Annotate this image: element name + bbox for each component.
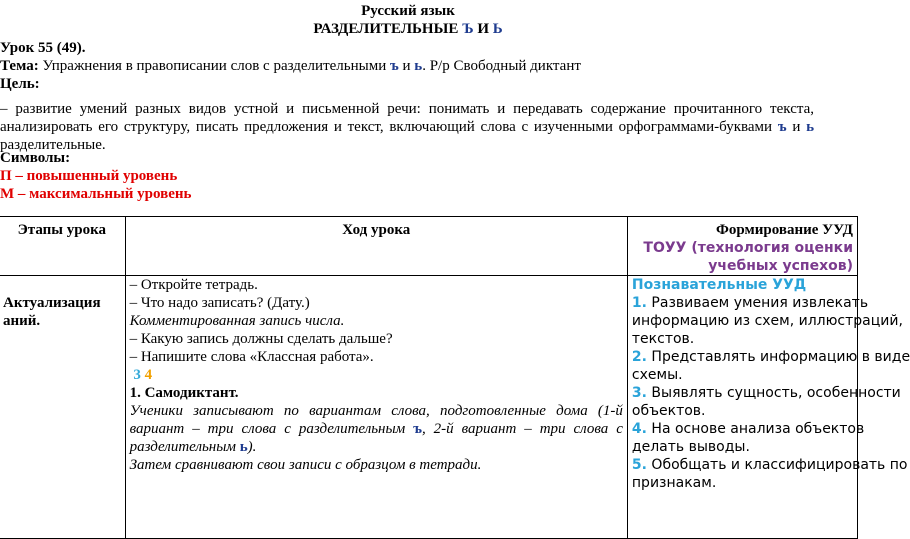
- symbols-label: Символы:: [0, 150, 71, 166]
- uud-number: 4.: [631, 421, 647, 437]
- table-row: [0, 276, 858, 539]
- progress-line-2: – Что надо записать? (Дату.): [129, 295, 310, 311]
- progress-line-5: – Напишите слова «Классная работа».: [129, 349, 374, 365]
- hard-sign-letter: Ъ: [462, 21, 474, 37]
- uud-number: 2.: [631, 349, 647, 365]
- uud-number: 3.: [631, 385, 647, 401]
- uud-list: [631, 294, 910, 492]
- uud-line: [631, 456, 908, 474]
- progress-line-4: – Какую запись должны сделать дальше?: [129, 331, 393, 347]
- level-number-b: 4: [144, 367, 153, 383]
- goal-label: Цель:: [0, 76, 40, 92]
- task-text-end: ).: [247, 439, 257, 455]
- lesson-number: Урок 55 (49).: [0, 40, 86, 56]
- uud-cell: [627, 276, 910, 539]
- uud-text: Развиваем умения извлекать: [651, 295, 869, 311]
- task-hard-sign: ъ: [413, 421, 422, 437]
- uud-text: объектов.: [631, 403, 706, 419]
- task-title: 1. Самодиктант.: [129, 385, 239, 401]
- level-numbers: [130, 366, 623, 384]
- goal-and: и: [792, 119, 801, 135]
- uud-text: схемы.: [631, 367, 683, 383]
- header-uud-title: Формирование УУД: [716, 222, 853, 238]
- theme-label: Тема:: [0, 58, 39, 74]
- uud-text: На основе анализа объектов: [651, 421, 865, 437]
- lesson-table: [0, 216, 910, 539]
- table-header-row: [0, 217, 858, 276]
- uud-text: делать выводы.: [631, 439, 750, 455]
- theme-and: и: [402, 58, 411, 74]
- goal-paragraph: [0, 100, 814, 154]
- uud-line: [632, 474, 853, 492]
- symbol-m: М – максимальный уровень: [0, 186, 192, 202]
- theme-hard-sign: ъ: [390, 58, 399, 74]
- uud-text: Обобщать и классифицировать по: [651, 457, 908, 473]
- task-text-start: Ученики записывают по вариантам слова, подготовленные дома (1-й вариант – три слова с разделительным: [129, 403, 623, 437]
- uud-text: информацию из схем, иллюстраций,: [631, 313, 903, 329]
- progress-line-3: Комментированная запись числа.: [129, 313, 345, 329]
- subject-title: Русский язык: [361, 3, 455, 19]
- theme-soft-sign: ь: [414, 58, 423, 74]
- uud-text: Представлять информацию в виде: [651, 349, 910, 365]
- uud-number: 1.: [631, 295, 647, 311]
- stage-line-1: Актуализация: [3, 295, 101, 311]
- goal-text: – развитие умений разных видов устной и письменной речи: понимать и передавать содержание прочитанного текста, анализировать его структуру, писать предложения и текст, включающий слова с изученными орфограммами-буквами: [0, 101, 814, 135]
- uud-text: признакам.: [631, 475, 717, 491]
- header-touu-line2: учебных успехов): [708, 258, 853, 274]
- theme-tail: . Р/р Свободный диктант: [422, 58, 581, 74]
- task-last: Затем сравнивают свои записи с образцом в тетради.: [129, 457, 482, 473]
- uud-text: текстов.: [631, 331, 695, 347]
- task-text: [130, 402, 623, 456]
- uud-text: Выявлять сущность, особенности: [651, 385, 901, 401]
- uud-title: Познавательные УУД: [631, 277, 807, 293]
- stage-cell: [0, 276, 125, 539]
- uud-line: [631, 420, 865, 438]
- header-touu-line1: ТОУУ (технология оценки: [643, 240, 853, 256]
- topic-and-word: И: [477, 21, 489, 37]
- level-number-a: 3: [133, 367, 141, 383]
- uud-line: [631, 384, 901, 402]
- uud-line: [632, 438, 853, 456]
- goal-hard-sign: ъ: [777, 119, 787, 135]
- uud-line: [632, 366, 853, 384]
- topic-title: [0, 20, 816, 38]
- theme-text: Упражнения в правописании слов с разделительными: [42, 58, 387, 74]
- uud-line: [631, 294, 869, 312]
- task-soft-sign: ь: [239, 439, 248, 455]
- uud-line: [632, 330, 853, 348]
- header-stages: Этапы урока: [0, 217, 125, 276]
- stage-line-2: аний.: [3, 313, 41, 329]
- header-uud: [627, 217, 857, 276]
- goal-tail: разделительные.: [0, 137, 106, 153]
- header-progress: Ход урока: [125, 217, 627, 276]
- soft-sign-letter: Ь: [492, 21, 503, 37]
- uud-line: [631, 312, 903, 330]
- uud-line: [631, 348, 910, 366]
- task-text-mid: , 2-й вариант – три слова с разделительным: [129, 421, 623, 455]
- symbol-p: П – повышенный уровень: [0, 168, 178, 184]
- uud-line: [632, 402, 853, 420]
- progress-line-1: – Откройте тетрадь.: [129, 277, 258, 293]
- progress-cell: [125, 276, 627, 539]
- uud-number: 5.: [631, 457, 647, 473]
- topic-title-prefix: РАЗДЕЛИТЕЛЬНЫЕ: [313, 21, 459, 37]
- lesson-theme: [0, 57, 581, 75]
- goal-soft-sign: ь: [806, 119, 815, 135]
